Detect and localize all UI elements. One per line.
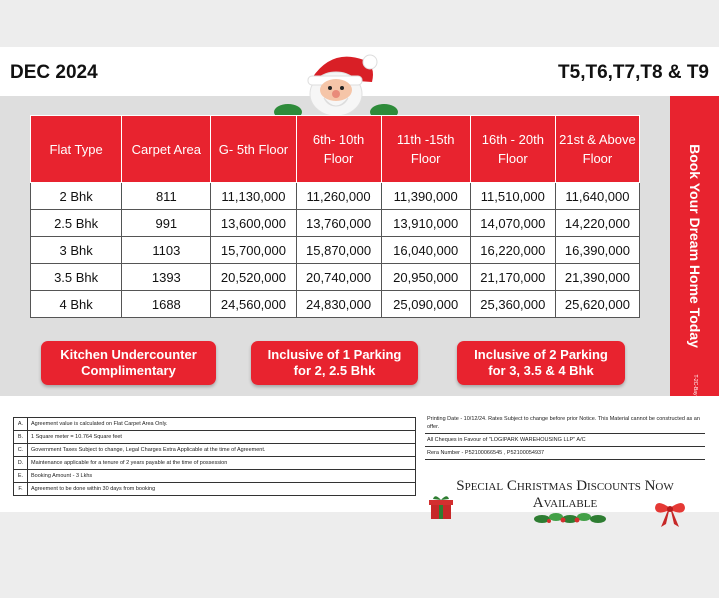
christmas-gift-icon [427,493,455,521]
offer-line: for 2, 2.5 Bhk [293,363,376,378]
cell-flat-type: 4 Bhk [31,291,122,318]
offer-line: Complimentary [81,363,176,378]
cell-price: 11,260,000 [296,183,381,210]
cell-price: 16,040,000 [381,237,470,264]
cell-price: 21,170,000 [470,264,555,291]
note-text: Maintenance applicable for a tenure of 2 years payable at the time of possession [28,457,416,470]
offer-line: Inclusive of 1 Parking [267,347,402,362]
table-row [31,264,640,291]
header-floor-16-20: 16th - 20th Floor [470,116,555,183]
price-table-header-row [31,116,640,183]
cell-flat-type: 2 Bhk [31,183,122,210]
offer-text [474,347,608,379]
note-text: Agreement to be done within 30 days from booking [28,483,416,496]
offer-line: Kitchen Undercounter [60,347,197,362]
holly-garland-icon [534,510,606,526]
header-floor-6-10: 6th- 10th Floor [296,116,381,183]
offer-badge-kitchen [41,341,216,385]
note-row [14,457,416,470]
cell-price: 13,760,000 [296,210,381,237]
table-row [31,210,640,237]
banner-code: T-2C-Bay [691,374,698,396]
cell-price: 24,830,000 [296,291,381,318]
cell-price: 11,130,000 [211,183,296,210]
cell-price: 20,740,000 [296,264,381,291]
note-letter: D. [14,457,28,470]
note-row [14,444,416,457]
cell-price: 25,620,000 [555,291,639,318]
book-cta-text: Book Your Dream Home Today [686,144,703,348]
month-heading: DEC 2024 [10,62,98,83]
cheque-instructions: All Cheques in Favour of "LOGIPARK WAREHOUSING LLP" A/C [425,434,705,447]
cell-flat-type: 3 Bhk [31,237,122,264]
cell-price: 25,360,000 [470,291,555,318]
header-floor-21-above: 21st & Above Floor [555,116,639,183]
offer-text [60,347,197,379]
note-text: Government Taxes Subject to change, Legal Charges Extra Applicable at the time of Agreement. [28,444,416,457]
price-table [30,115,640,318]
header-floor-11-15: 11th -15th Floor [381,116,470,183]
cell-price: 11,510,000 [470,183,555,210]
cell-price: 14,070,000 [470,210,555,237]
cell-carpet-area: 811 [122,183,211,210]
cell-price: 20,950,000 [381,264,470,291]
rera-number: Rera Number - P52100066545 , P52100054937 [425,447,705,460]
table-row [31,237,640,264]
cell-price: 21,390,000 [555,264,639,291]
cell-carpet-area: 991 [122,210,211,237]
offer-text [268,347,402,379]
cell-carpet-area: 1688 [122,291,211,318]
info-box [425,414,705,460]
offer-badge-parking-1 [251,341,418,385]
note-letter: F. [14,483,28,496]
note-text: 1 Square meter = 10.764 Square feet [28,431,416,444]
cell-price: 15,700,000 [211,237,296,264]
cell-flat-type: 3.5 Bhk [31,264,122,291]
cell-price: 20,520,000 [211,264,296,291]
cell-price: 13,910,000 [381,210,470,237]
header-carpet-area: Carpet Area [122,116,211,183]
cell-price: 16,390,000 [555,237,639,264]
cell-price: 11,390,000 [381,183,470,210]
note-row [14,418,416,431]
header-floor-g-5: G- 5th Floor [211,116,296,183]
table-row [31,183,640,210]
note-letter: B. [14,431,28,444]
note-text: Booking Amount - 3 Lkhs [28,470,416,483]
cell-carpet-area: 1393 [122,264,211,291]
red-bow-icon [652,498,688,528]
cell-carpet-area: 1103 [122,237,211,264]
note-text: Agreement value is calculated on Flat Carpet Area Only. [28,418,416,431]
book-cta-banner [670,96,719,396]
offer-line: Inclusive of 2 Parking [474,347,608,362]
cell-price: 15,870,000 [296,237,381,264]
offer-badge-parking-2 [457,341,625,385]
cell-price: 13,600,000 [211,210,296,237]
cell-price: 14,220,000 [555,210,639,237]
cell-flat-type: 2.5 Bhk [31,210,122,237]
santa-claus-icon [272,48,400,120]
cell-price: 25,090,000 [381,291,470,318]
cell-price: 11,640,000 [555,183,639,210]
towers-heading: T5,T6,T7,T8 & T9 [558,62,709,83]
printing-disclaimer: Printing Date - 10/12/24. Rates Subject to change before prior Notice. This Material cannot be constructed as an offer. [425,414,705,434]
note-row [14,483,416,496]
note-letter: A. [14,418,28,431]
promo-line-1: Special Christmas Discounts Now [456,478,674,494]
note-letter: C. [14,444,28,457]
cell-price: 24,560,000 [211,291,296,318]
promo-line-2: Available [532,495,598,511]
notes-table [13,417,416,496]
cell-price: 16,220,000 [470,237,555,264]
note-letter: E. [14,470,28,483]
note-row [14,470,416,483]
header-flat-type: Flat Type [31,116,122,183]
offer-line: for 3, 3.5 & 4 Bhk [488,363,594,378]
table-row [31,291,640,318]
note-row [14,431,416,444]
